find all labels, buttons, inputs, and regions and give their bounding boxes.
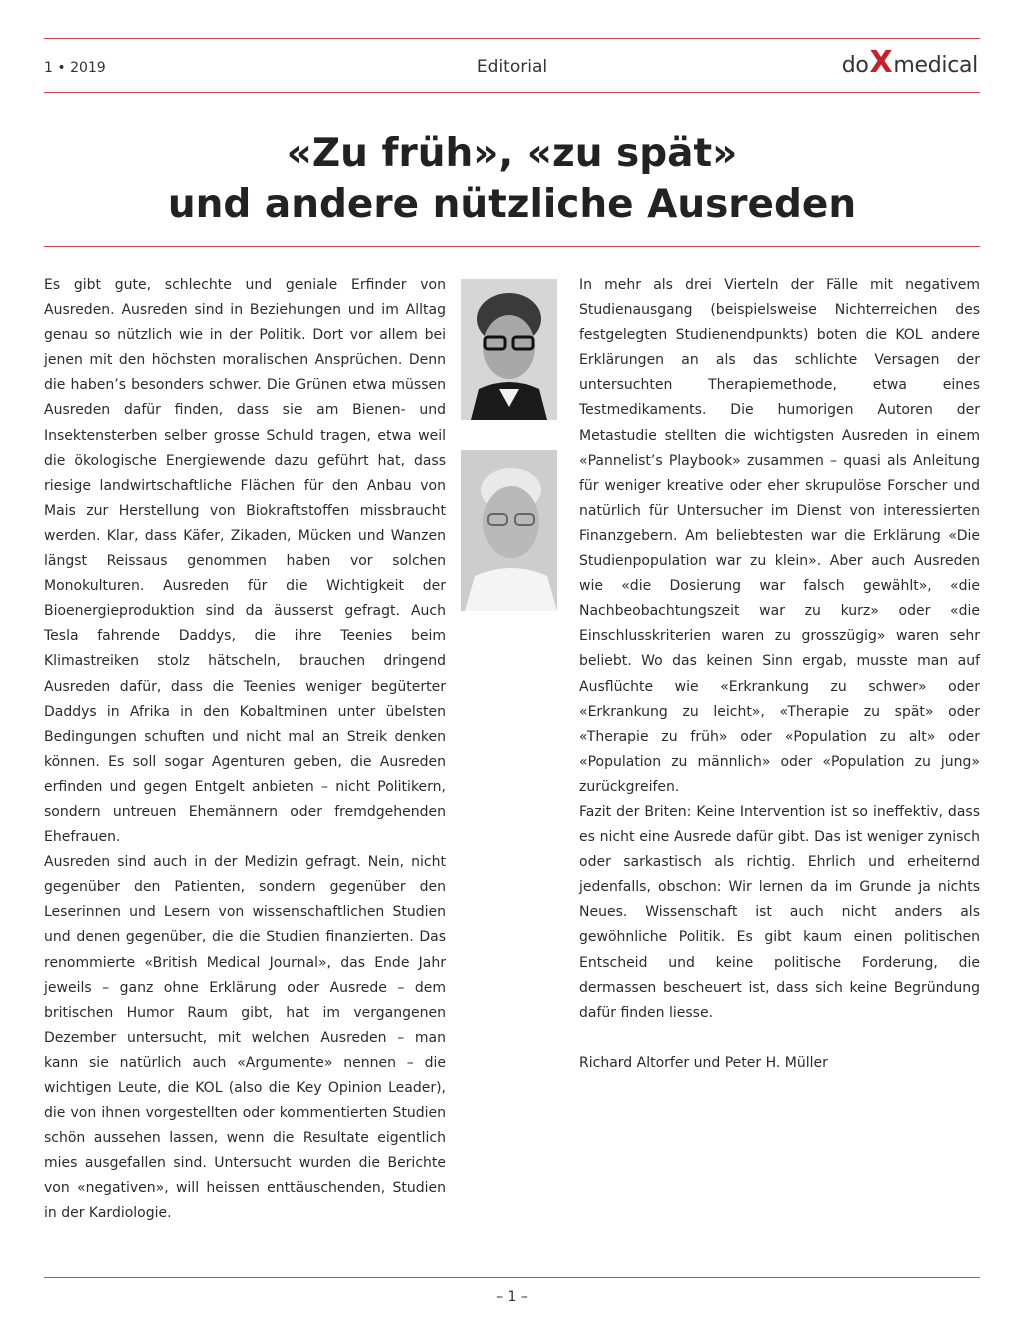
title-line-1: «Zu früh», «zu spät» — [286, 131, 738, 176]
footer-rule — [44, 1277, 980, 1278]
author-photo-1 — [461, 279, 557, 420]
signature: Richard Altorfer und Peter H. Müller — [579, 1054, 828, 1071]
page-title — [0, 128, 1024, 230]
title-rule — [44, 246, 980, 247]
portrait-image — [461, 279, 557, 420]
paragraph: Es gibt gute, schlechte und geniale Erfinder von Ausreden. Ausreden sind in Beziehungen und im Alltag genau so nützlich wie in der Politik. Dort vor allem bei jenen mit den höchsten moralischen Ansprüchen. Denn die haben’s besonders schwer. Die Grünen etwa müssen Ausreden dafür finden, dass sie am Bienen- und Insektensterben selber grosse Schuld tragen, etwa weil die ökologische Energiewende dazu geführt hat, dass riesige landwirtschaftliche Flächen für den Anbau von Mais zur Herstellung von Biokraftstoffen missbraucht werden. Klar, dass Käfer, Zikaden, Mücken und Wanzen längst Reissaus genommen haben vor solchen Monokulturen. Ausreden für die Wichtigkeit der Bioenergieproduktion sind da äusserst gefragt. Auch Tesla fahrende Daddys, die ihre Teenies beim Klimastreiken stolz hätscheln, brauchen dringend Ausreden dafür, dass die Teenies weniger begüterter Daddys in Afrika in den Kobaltminen unter übelsten Bedingungen schuften und nicht mal an Streik denken können. Es soll sogar Agenturen geben, die Ausreden erfinden und gegen Entgelt anbieten – nicht Politikern, sondern untreuen Ehemännern oder fremdgehenden Ehefrauen. — [44, 277, 446, 846]
header-top-rule — [44, 38, 980, 39]
paragraph: In mehr als drei Vierteln der Fälle mit negativem Studienausgang (beispielsweise Nichterreichen des festgelegten Studienendpunkts) boten die KOL andere Erklärungen an als das schlichte Versagen der untersuchten Therapiemethode, etwa eines Testmedikaments. Die humorigen Autoren der Metastudie stellten die wichtigsten Ausreden in einem «Pannelist’s Playbook» zusammen – quasi als Anleitung für weniger kreative oder eher skrupulöse Forscher und natürlich für Untersucher im Dienst von interessierten Finanzgebern. Am beliebtesten war die Erklärung «Die Studienpopulation war zu klein». Aber auch Ausreden wie «die Dosierung war falsch gewählt», «die Nachbeobachtungszeit war zu kurz» oder «die Einschlusskriterien waren zu grosszügig» waren sehr beliebt. Wo das keinen Sinn ergab, musste man auf Ausflüchte wie «Erkrankung zu schwer» oder «Erkrankung zu leicht», «Therapie zu spät» oder «Therapie zu früh» oder «Population zu alt» oder «Population zu männlich» oder «Population zu jung» zurückgreifen. — [579, 277, 980, 795]
spacer — [579, 1026, 980, 1051]
page-number: – 1 – — [496, 1289, 528, 1305]
issue-number: 1 • 2019 — [44, 60, 106, 76]
portrait-image — [461, 450, 557, 611]
paragraph: Ausreden sind auch in der Medizin gefragt. Nein, nicht gegenüber den Patienten, sondern gegenüber den Leserinnen und Lesern von wissenschaftlichen Studien und denen gegenüber, die die Studien finanzierten. Das renommierte «British Medical Journal», das Ende Jahr jeweils – ganz ohne Erklärung oder Ausrede – dem britischen Humor Raum gibt, hat im vergangenen Dezember untersucht, mit welchen Ausreden – man kann sie natürlich auch «Argumente» nennen – die wichtigen Leute, die KOL (also die Key Opinion Leader), die von ihnen vorgestellten oder kommentierten Studien schön aussehen lassen, wenn die Resultate eigentlich mies ausgefallen sind. Untersucht wurden die Berichte von «negativen», will heissen enttäuschenden, Studien in der Kardiologie. — [44, 854, 446, 1222]
logo-text-medical: medical — [893, 53, 978, 78]
paragraph: Fazit der Briten: Keine Intervention ist so ineffektiv, dass es nicht eine Ausrede dafür gibt. Das ist weniger zynisch oder sarkastisch als richtig. Ehrlich und erheiternd jedenfalls, obschon: Wir lernen da im Grunde ja nichts Neues. Wissenschaft ist auch nicht anders als gewöhnliche Politik. Es gibt kaum einen politischen Entscheid und keine politische Forderung, die dermassen bescheuert ist, dass sich keine Begründung dafür finden liesse. — [579, 803, 980, 1021]
left-column — [44, 273, 446, 1227]
author-photo-2 — [461, 450, 557, 611]
header-bottom-rule — [44, 92, 980, 93]
title-line-2: und andere nützliche Ausreden — [167, 182, 857, 227]
right-column — [579, 273, 980, 1076]
doxmedical-logo — [841, 45, 978, 80]
logo-x: X — [869, 45, 893, 80]
logo-text-do: do — [841, 53, 869, 78]
section-title: Editorial — [476, 57, 548, 77]
